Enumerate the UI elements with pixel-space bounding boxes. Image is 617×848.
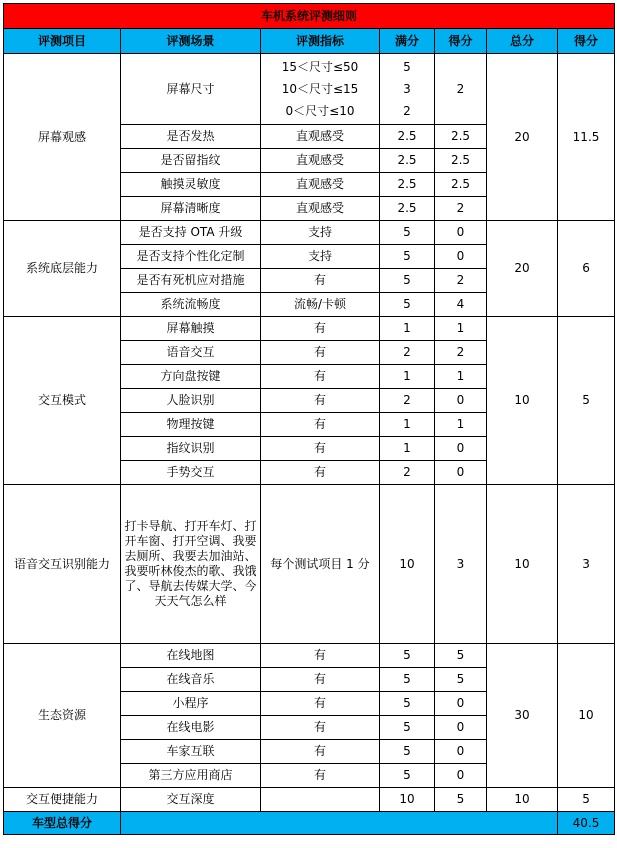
scene-cell: 交互深度 [121, 788, 261, 812]
grand-total-score: 40.5 [558, 812, 615, 835]
metric-cell: 有 [261, 317, 380, 341]
full-cell: 2.5 [380, 149, 435, 173]
score-cell: 5 [435, 644, 487, 668]
table-row [4, 221, 615, 245]
full-cell: 10 [380, 485, 435, 644]
section-score: 3 [558, 485, 615, 644]
section-name: 语音交互识别能力 [4, 485, 121, 644]
section-total: 10 [487, 485, 558, 644]
metric-cell: 流畅/卡顿 [261, 293, 380, 317]
metric-cell: 有 [261, 341, 380, 365]
scene-cell: 人脸识别 [121, 389, 261, 413]
score-cell: 2.5 [435, 125, 487, 149]
metric-stack [261, 54, 380, 125]
header-scene: 评测场景 [121, 29, 261, 54]
scene-cell: 打卡导航、打开车灯、打开车窗、打开空调、我要去厕所、我要去加油站、我要听林俊杰的歌、我饿了、导航去传媒大学、今天天气怎么样 [121, 485, 261, 644]
score-cell: 1 [435, 365, 487, 389]
metric-cell: 15＜尺寸≤50 [281, 60, 359, 74]
metric-cell: 有 [261, 716, 380, 740]
full-cell: 1 [380, 413, 435, 437]
score-cell: 0 [435, 245, 487, 269]
full-cell: 2.5 [380, 125, 435, 149]
full-cell: 5 [380, 269, 435, 293]
section-score: 11.5 [558, 54, 615, 221]
scene-cell: 指纹识别 [121, 437, 261, 461]
header-score: 得分 [435, 29, 487, 54]
section-name: 生态资源 [4, 644, 121, 788]
section-score: 5 [558, 788, 615, 812]
metric-cell: 支持 [261, 221, 380, 245]
section-score: 6 [558, 221, 615, 317]
section-score: 5 [558, 317, 615, 485]
metric-cell: 直观感受 [261, 173, 380, 197]
full-cell: 1 [380, 317, 435, 341]
section-total: 10 [487, 788, 558, 812]
section-name: 系统底层能力 [4, 221, 121, 317]
full-cell: 5 [380, 293, 435, 317]
scene-cell: 物理按键 [121, 413, 261, 437]
table-row [4, 788, 615, 812]
full-cell: 10 [380, 788, 435, 812]
table-row [4, 317, 615, 341]
header-full: 满分 [380, 29, 435, 54]
metric-cell: 有 [261, 740, 380, 764]
full-cell: 2.5 [380, 173, 435, 197]
full-cell: 1 [380, 365, 435, 389]
score-cell: 0 [435, 716, 487, 740]
score-cell: 2 [435, 341, 487, 365]
table-row [4, 54, 615, 125]
metric-cell: 有 [261, 644, 380, 668]
score-cell: 1 [435, 413, 487, 437]
full-cell: 2 [380, 341, 435, 365]
full-cell: 3 [403, 82, 411, 96]
scene-cell: 在线音乐 [121, 668, 261, 692]
score-cell: 0 [435, 740, 487, 764]
evaluation-table [3, 3, 615, 835]
scene-cell: 是否支持 OTA 升级 [121, 221, 261, 245]
section-total: 20 [487, 221, 558, 317]
metric-cell: 每个测试项目 1 分 [261, 485, 380, 644]
scene-cell: 车家互联 [121, 740, 261, 764]
scene-cell: 在线电影 [121, 716, 261, 740]
score-cell: 5 [435, 788, 487, 812]
full-cell: 2 [403, 104, 411, 118]
section-total: 10 [487, 317, 558, 485]
metric-cell: 有 [261, 764, 380, 788]
scene-cell: 系统流畅度 [121, 293, 261, 317]
full-cell: 5 [403, 60, 411, 74]
score-cell: 2.5 [435, 173, 487, 197]
metric-cell: 有 [261, 461, 380, 485]
score-cell: 5 [435, 668, 487, 692]
scene-cell: 屏幕尺寸 [121, 54, 261, 125]
full-stack [380, 54, 435, 125]
scene-cell: 是否留指纹 [121, 149, 261, 173]
scene-cell: 手势交互 [121, 461, 261, 485]
scene-cell: 第三方应用商店 [121, 764, 261, 788]
scene-cell: 屏幕清晰度 [121, 197, 261, 221]
full-cell: 1 [380, 437, 435, 461]
grand-total-label: 车型总得分 [4, 812, 121, 835]
score-cell: 2 [435, 197, 487, 221]
metric-cell: 有 [261, 413, 380, 437]
header-item: 评测项目 [4, 29, 121, 54]
header-row [4, 29, 615, 54]
table-title: 车机系统评测细则 [4, 4, 615, 29]
full-cell: 5 [380, 764, 435, 788]
score-cell: 2.5 [435, 149, 487, 173]
section-total: 30 [487, 644, 558, 788]
metric-cell [261, 788, 380, 812]
score-cell: 2 [435, 54, 487, 125]
scene-cell: 屏幕触摸 [121, 317, 261, 341]
title-row [4, 4, 615, 29]
metric-cell: 有 [261, 668, 380, 692]
grand-total-row [4, 812, 615, 835]
score-cell: 0 [435, 461, 487, 485]
full-cell: 5 [380, 692, 435, 716]
score-cell: 0 [435, 221, 487, 245]
score-cell: 4 [435, 293, 487, 317]
metric-cell: 10＜尺寸≤15 [281, 82, 359, 96]
scene-cell: 方向盘按键 [121, 365, 261, 389]
scene-cell: 语音交互 [121, 341, 261, 365]
table-row [4, 644, 615, 668]
header-total: 总分 [487, 29, 558, 54]
score-cell: 0 [435, 764, 487, 788]
scene-cell: 是否支持个性化定制 [121, 245, 261, 269]
full-cell: 5 [380, 221, 435, 245]
metric-cell: 直观感受 [261, 197, 380, 221]
metric-cell: 支持 [261, 245, 380, 269]
section-name: 交互模式 [4, 317, 121, 485]
full-cell: 2.5 [380, 197, 435, 221]
full-cell: 2 [380, 461, 435, 485]
metric-cell: 有 [261, 692, 380, 716]
full-cell: 5 [380, 245, 435, 269]
scene-cell: 是否有死机应对措施 [121, 269, 261, 293]
metric-cell: 有 [261, 437, 380, 461]
metric-cell: 有 [261, 365, 380, 389]
metric-cell: 0＜尺寸≤10 [285, 104, 355, 118]
score-cell: 0 [435, 389, 487, 413]
full-cell: 2 [380, 389, 435, 413]
score-cell: 1 [435, 317, 487, 341]
full-cell: 5 [380, 740, 435, 764]
header-total-score: 得分 [558, 29, 615, 54]
metric-cell: 直观感受 [261, 149, 380, 173]
score-cell: 0 [435, 437, 487, 461]
grand-total-spacer [121, 812, 558, 835]
scene-cell: 小程序 [121, 692, 261, 716]
metric-cell: 有 [261, 389, 380, 413]
metric-cell: 有 [261, 269, 380, 293]
full-cell: 5 [380, 668, 435, 692]
section-name: 屏幕观感 [4, 54, 121, 221]
scene-cell: 触摸灵敏度 [121, 173, 261, 197]
score-cell: 2 [435, 269, 487, 293]
full-cell: 5 [380, 716, 435, 740]
metric-cell: 直观感受 [261, 125, 380, 149]
section-total: 20 [487, 54, 558, 221]
table-row [4, 485, 615, 644]
header-metric: 评测指标 [261, 29, 380, 54]
scene-cell: 在线地图 [121, 644, 261, 668]
section-name: 交互便捷能力 [4, 788, 121, 812]
scene-cell: 是否发热 [121, 125, 261, 149]
section-score: 10 [558, 644, 615, 788]
full-cell: 5 [380, 644, 435, 668]
score-cell: 3 [435, 485, 487, 644]
score-cell: 0 [435, 692, 487, 716]
